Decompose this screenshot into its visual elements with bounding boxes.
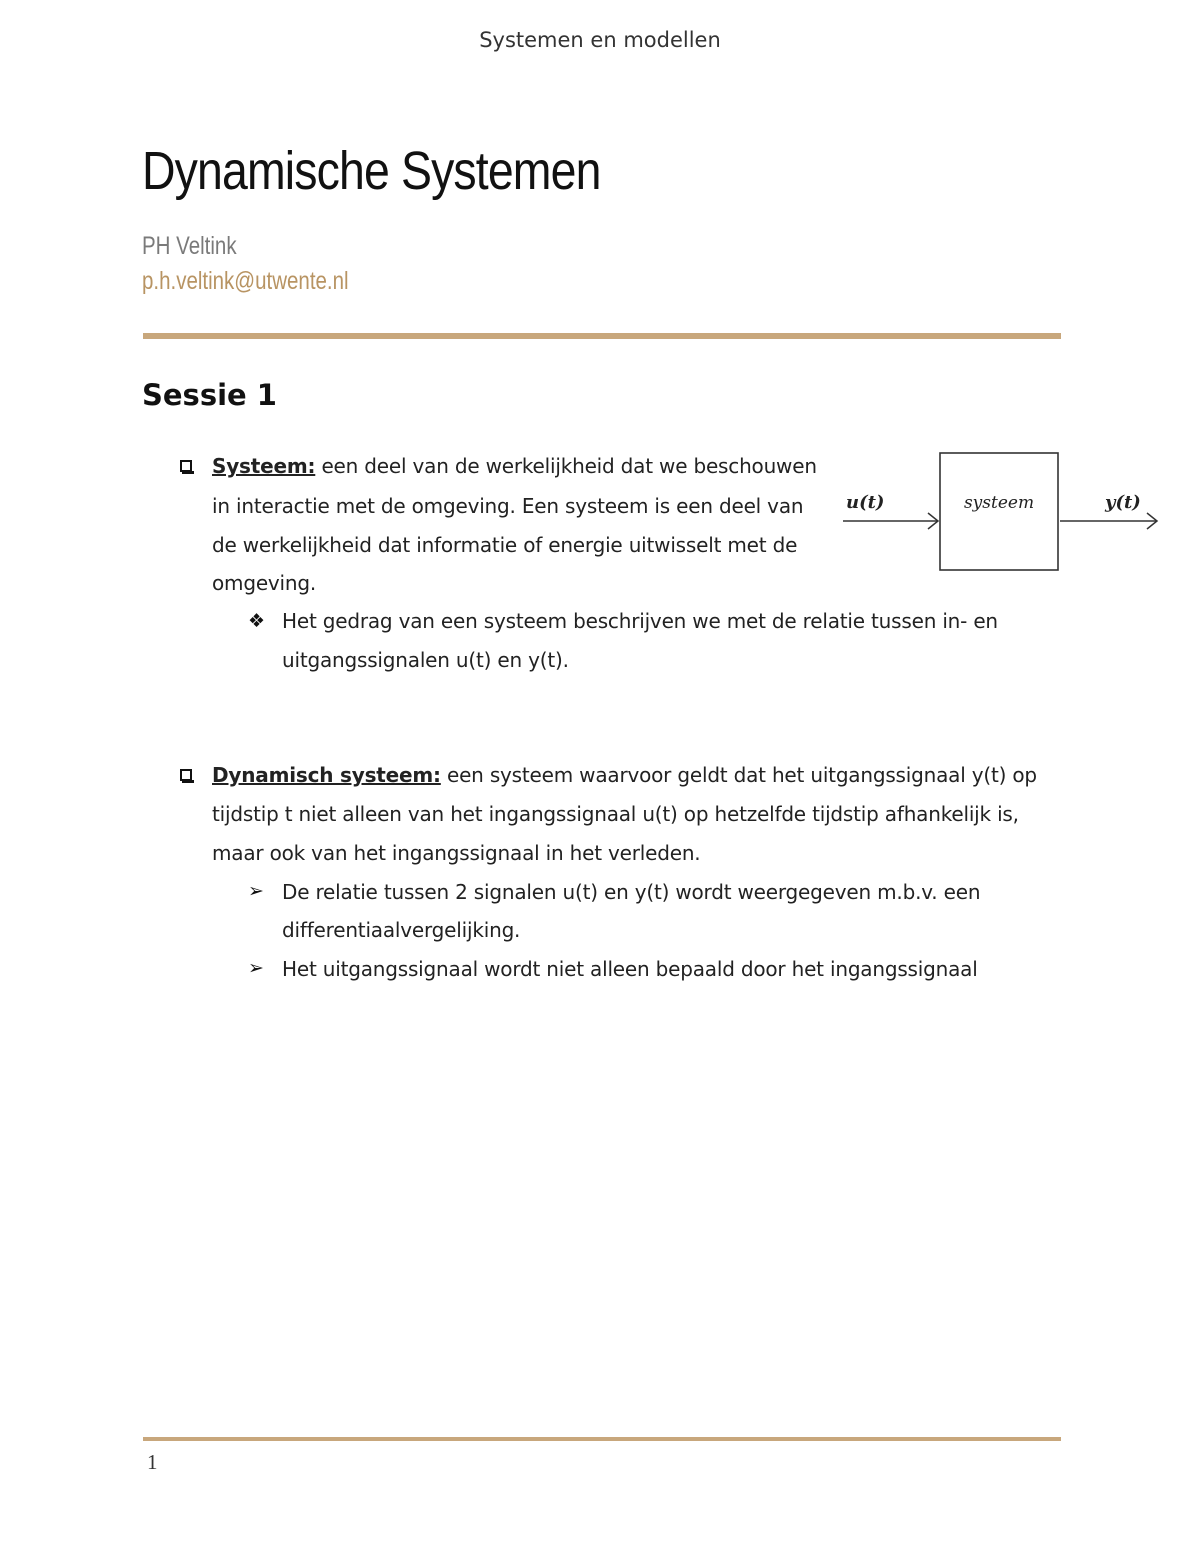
sub-bullet-line: differentiaalvergelijking. xyxy=(282,918,521,942)
arrowhead-bullet-icon: ➢ xyxy=(248,957,264,979)
square-bullet-icon xyxy=(180,460,192,472)
section-heading: Sessie 1 xyxy=(142,378,277,412)
title-divider xyxy=(143,333,1061,339)
definition-text: een systeem waarvoor geldt dat het uitgangssignaal y(t) op xyxy=(440,763,1037,787)
definition-line xyxy=(212,454,817,478)
square-bullet-icon xyxy=(180,769,192,781)
author-email[interactable]: p.h.veltink@utwente.nl xyxy=(142,267,349,295)
definition-line: maar ook van het ingangssignaal in het verleden. xyxy=(212,841,701,865)
definition-line: in interactie met de omgeving. Een systeem is een deel van xyxy=(212,494,804,518)
definition-line: tijdstip t niet alleen van het ingangssignaal u(t) op hetzelfde tijdstip afhankelijk is, xyxy=(212,802,1019,826)
definition-line xyxy=(212,763,1037,787)
arrowhead-bullet-icon: ➢ xyxy=(248,880,264,902)
definition-term: Dynamisch systeem: xyxy=(212,763,441,787)
document-title: Dynamische Systemen xyxy=(142,141,601,201)
diamond-bullet-icon: ❖ xyxy=(248,610,266,632)
footer-divider xyxy=(143,1437,1061,1441)
definition-text: een deel van de werkelijkheid dat we beschouwen xyxy=(315,454,817,478)
author-name: PH Veltink xyxy=(142,232,237,260)
definition-line: de werkelijkheid dat informatie of energie uitwisselt met de xyxy=(212,533,798,557)
diagram-block-label: systeem xyxy=(963,493,1035,513)
diagram-input-label: u(t) xyxy=(846,492,885,513)
block-diagram xyxy=(840,448,1165,578)
running-header: Systemen en modellen xyxy=(479,28,721,52)
sub-bullet-line: Het uitgangssignaal wordt niet alleen bepaald door het ingangssignaal xyxy=(282,957,978,981)
sub-bullet-line: Het gedrag van een systeem beschrijven we met de relatie tussen in- en xyxy=(282,609,998,633)
definition-term: Systeem: xyxy=(212,454,316,478)
sub-bullet-line: De relatie tussen 2 signalen u(t) en y(t) wordt weergegeven m.b.v. een xyxy=(282,880,981,904)
definition-line: omgeving. xyxy=(212,571,317,595)
sub-bullet-line: uitgangssignalen u(t) en y(t). xyxy=(282,648,569,672)
diagram-output-label: y(t) xyxy=(1105,492,1141,513)
page-number: 1 xyxy=(147,1450,158,1474)
